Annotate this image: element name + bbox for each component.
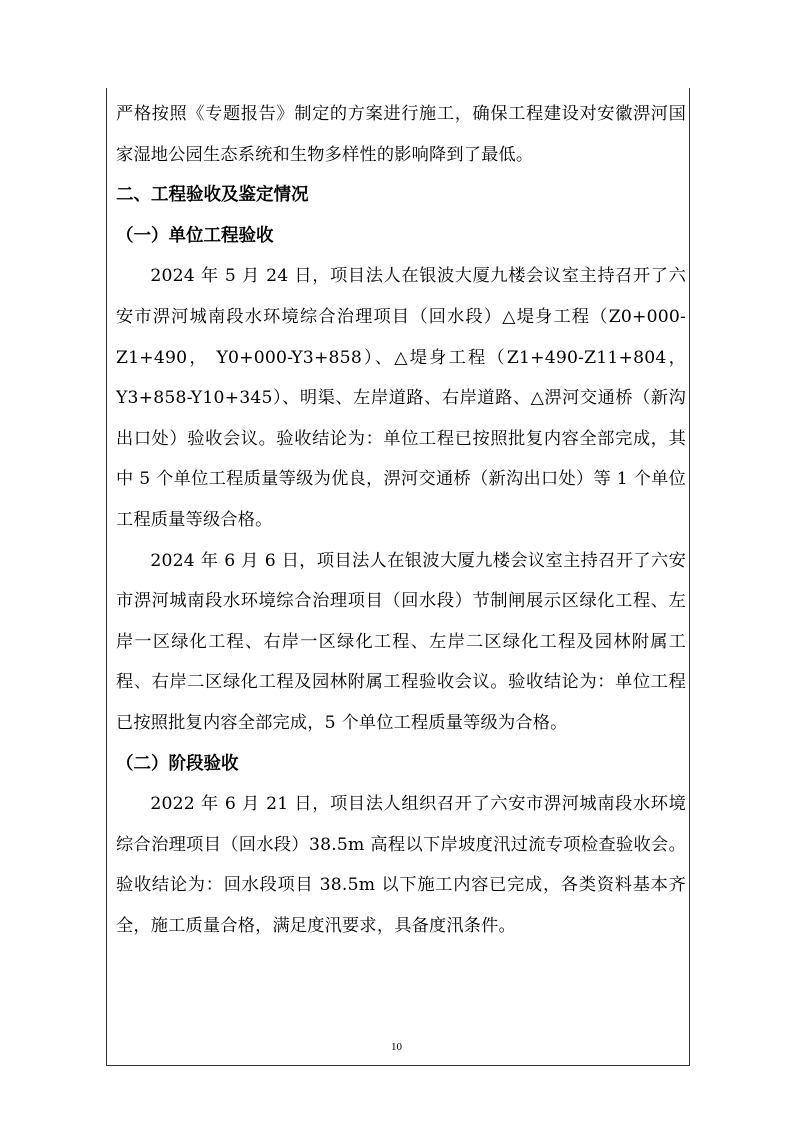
paragraph-stage-acceptance-1: 2022 年 6 月 21 日，项目法人组织召开了六安市淠河城南段水环境综合治理项目（回水段）38.5m 高程以下岸坡度汛过流专项检查验收会。验收结论为：回水段项目 38.5m 以下施工内容已完成，各类资料基本齐全，施工质量合格，满足度汛要求，具备度汛条件。 bbox=[116, 794, 686, 936]
page-number: 10 bbox=[391, 1041, 402, 1053]
subsection-title-stage-acceptance: （二）阶段验收 bbox=[116, 753, 239, 774]
subsection-title-unit-acceptance: （一）单位工程验收 bbox=[116, 225, 274, 246]
document-body bbox=[116, 94, 686, 946]
paragraph-unit-acceptance-2: 2024 年 6 月 6 日，项目法人在银波大厦九楼会议室主持召开了六安市淠河城南段水环境综合治理项目（回水段）节制闸展示区绿化工程、左岸一区绿化工程、右岸一区绿化工程、左岸二区绿化工程及园林附属工程、右岸二区绿化工程及园林附属工程验收会议。验收结论为：单位工程已按照批复内容全部完成，5 个单位工程质量等级为合格。 bbox=[116, 550, 686, 733]
paragraph-unit-acceptance-1: 2024 年 5 月 24 日，项目法人在银波大厦九楼会议室主持召开了六安市淠河城南段水环境综合治理项目（回水段）△堤身工程（Z0+000-Z1+490， Y0+000-Y3+858）、△堤身工程（Z1+490-Z11+804，Y3+858-Y10+345）、明渠、左岸道路、右岸道路、△淠河交通桥（新沟出口处）验收会议。验收结论为：单位工程已按照批复内容全部完成，其中 5 个单位工程质量等级为优良，淠河交通桥（新沟出口处）等 1 个单位工程质量等级合格。 bbox=[116, 266, 686, 530]
continuation-paragraph: 严格按照《专题报告》制定的方案进行施工，确保工程建设对安徽淠河国家湿地公园生态系统和生物多样性的影响降到了最低。 bbox=[116, 104, 686, 165]
section-title: 二、工程验收及鉴定情况 bbox=[116, 185, 309, 206]
